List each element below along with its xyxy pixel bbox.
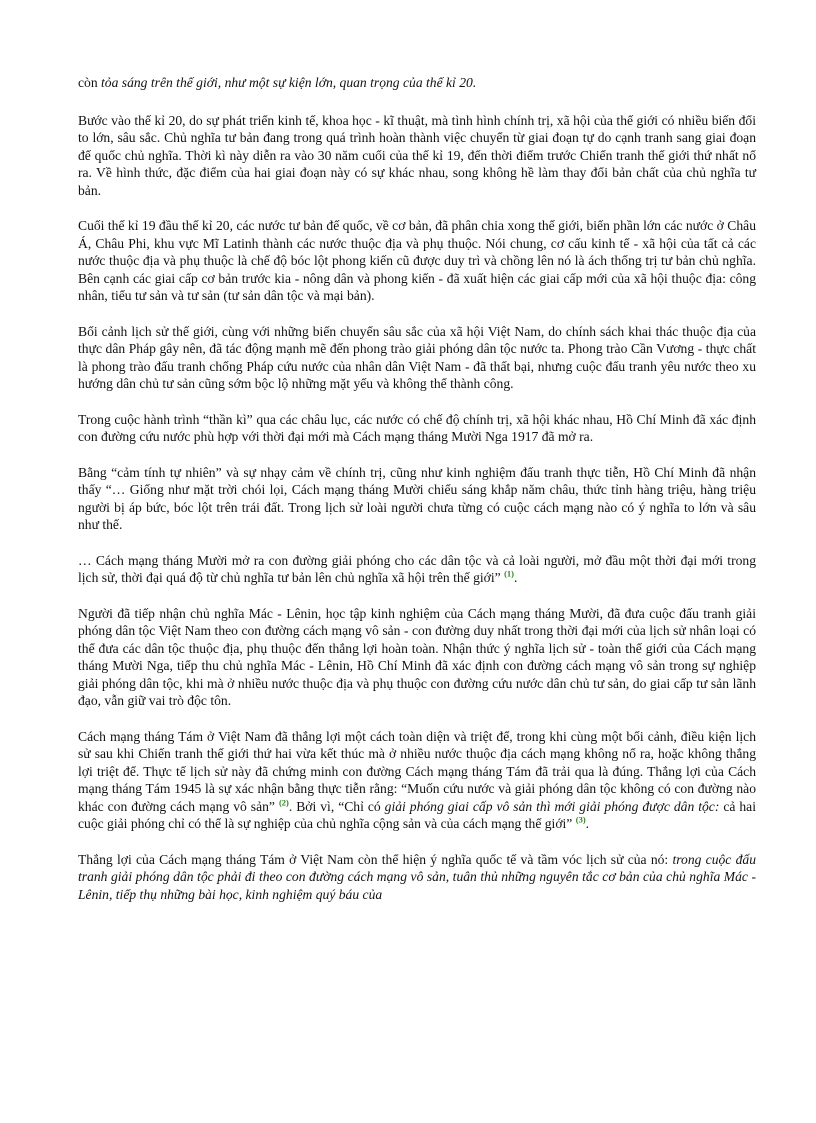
- footnote-marker: (3): [575, 814, 586, 825]
- text-run: còn: [78, 75, 102, 90]
- text-run: Thắng lợi của Cách mạng tháng Tám ở Việt Nam còn thể hiện ý nghĩa quốc tế và tầm vóc lịch sử của nó:: [78, 851, 673, 867]
- text-run: . Bởi vì, “Chỉ có: [288, 798, 385, 814]
- italic-text-run: tỏa sáng trên thế giới, như một sự kiện lớn, quan trọng của thế kỉ 20.: [101, 75, 477, 90]
- italic-text-run: trong cuộc đấu tranh giải phóng dân tộc phải đi theo con đường cách mạng vô sản, tuân thủ những nguyên tắc cơ bản của chủ nghĩa Mác - Lênin, tiếp thụ những bài học, kinh nghiệm quý báu của: [78, 851, 756, 902]
- paragraph-august-revolution: [78, 728, 756, 833]
- paragraph-october-revolution-quote: [78, 552, 756, 587]
- document-page: [78, 74, 756, 921]
- text-run: .: [585, 816, 590, 831]
- footnote-marker: (1): [504, 568, 515, 579]
- footnote-marker: (2): [278, 796, 289, 807]
- paragraph-colonial-division: Cuối thế kỉ 19 đầu thế kỉ 20, các nước tư bản đế quốc, về cơ bản, đã phân chia xong thế giới, biến phần lớn các nước ở Châu Á, Châu Phi, khu vực Mĩ Latinh thành các nước thuộc địa và phụ thuộc. Nói chung, cơ cấu kinh tế - xã hội của tất cả các nước thuộc địa và phụ thuộc là chế độ bóc lột phong kiến cũ được duy trì và chồng lên nó là ách thống trị tư bản chủ nghĩa. Bên cạnh các giai cấp cơ bản trước kia - nông dân và phong kiến - đã xuất hiện các giai cấp mới của xã hội thuộc địa: công nhân, tiểu tư sản và tư sản (tư sản dân tộc và mại bản).: [78, 218, 756, 303]
- paragraph-intro-fragment: [78, 74, 756, 92]
- text-run: cả hai cuộc giải phóng chỉ có thể là sự nghiệp của chủ nghĩa cộng sản và của cách mạng thế giới”: [78, 798, 756, 831]
- paragraph-historical-context: Bối cảnh lịch sử thế giới, cùng với những biến chuyển sâu sắc của xã hội Việt Nam, do chính sách khai thác thuộc địa của thực dân Pháp gây nên, đã tác động mạnh mẽ đến phong trào giải phóng dân tộc nước ta. Phong trào Cần Vương - thực chất là phong trào đấu tranh chống Pháp cứu nước của nhân dân Việt Nam - đã thất bại, nhưng cuộc đấu tranh yêu nước theo xu hướng dân chủ tư sản cũng sớm bộc lộ những mặt yếu và không thể thành công.: [78, 323, 756, 391]
- paragraph-journey: Trong cuộc hành trình “thần kì” qua các châu lục, các nước có chế độ chính trị, xã hội khác nhau, Hồ Chí Minh đã xác định con đường cứu nước phù hợp với thời đại mới mà Cách mạng tháng Mười Nga 1917 đã mở ra.: [78, 411, 756, 444]
- text-run: Cách mạng tháng Tám ở Việt Nam đã thắng lợi một cách toàn diện và triệt để, trong khi cùng một bối cảnh, điều kiện lịch sử sau khi Chiến tranh thế giới thứ hai vừa kết thúc mà ở nhiều nước thuộc địa cách mạng không nổ ra, hoặc không thắng lợi triệt để. Thực tế lịch sử này đã chứng minh con đường Cách mạng tháng Tám đã trải qua là đúng. Thắng lợi của Cách mạng tháng Tám 1945 là sự xác nhận bằng thực tiễn rằng: “Muốn cứu nước và giải phóng dân tộc không có con đường nào khác con đường cách mạng vô sản”: [78, 728, 756, 814]
- paragraph-international-significance: [78, 851, 756, 904]
- paragraph-20th-century: Bước vào thế kỉ 20, do sự phát triển kinh tế, khoa học - kĩ thuật, mà tình hình chính trị, xã hội của thế giới có nhiều biến đổi to lớn, sâu sắc. Chủ nghĩa tư bản đang trong quá trình hoàn thành việc chuyển từ giai đoạn tự do cạnh tranh sang giai đoạn đế quốc chủ nghĩa. Thời kì này diễn ra vào 30 năm cuối của thế kỉ 19, đến thời điểm trước Chiến tranh thế giới thứ nhất nổ ra. Về hình thức, đặc điểm của hai giai đoạn này có sự khác nhau, song không hề làm thay đổi bản chất của chủ nghĩa tư bản.: [78, 112, 756, 198]
- paragraph-marxism-leninism: Người đã tiếp nhận chủ nghĩa Mác - Lênin, học tập kinh nghiệm của Cách mạng tháng Mười, đã đưa cuộc đấu tranh giải phóng dân tộc Việt Nam theo con đường cách mạng vô sản - con đường duy nhất trong thời đại mới của lịch sử nhân loại có thể đưa các dân tộc thuộc địa, phụ thuộc đến thắng lợi hoàn toàn. Nhận thức ý nghĩa lịch sử - toàn thế giới của Cách mạng tháng Mười Nga, tiếp thu chủ nghĩa Mác - Lênin, Hồ Chí Minh đã xác định con đường cách mạng vô sản trong sự nghiệp giải phóng dân tộc, khi mà ở nhiều nước thuộc địa và phụ thuộc con đường cứu nước dân chủ tư sản, do giai cấp tư sản lãnh đạo, vẫn giữ vai trò độc tôn.: [78, 605, 756, 708]
- text-run: … Cách mạng tháng Mười mở ra con đường giải phóng cho các dân tộc và cả loài người, mở đầu một thời đại mới trong lịch sử, thời đại quá độ từ chủ nghĩa tư bản lên chủ nghĩa xã hội trên thế giới”: [78, 552, 756, 585]
- paragraph-natural-intuition: Bằng “cảm tính tự nhiên” và sự nhạy cảm về chính trị, cũng như kinh nghiệm đấu tranh thực tiễn, Hồ Chí Minh đã nhận thấy “… Giống như mặt trời chói lọi, Cách mạng tháng Mười chiếu sáng khắp năm châu, thức tỉnh hàng triệu, hàng triệu người bị áp bức, bóc lột trên trái đất. Trong lịch sử loài người chưa từng có cuộc cách mạng nào có ý nghĩa to lớn và sâu như thế.: [78, 464, 756, 532]
- text-run: .: [514, 570, 518, 585]
- italic-text-run: giải phóng giai cấp vô sản thì mới giải phóng được dân tộc:: [384, 798, 720, 814]
